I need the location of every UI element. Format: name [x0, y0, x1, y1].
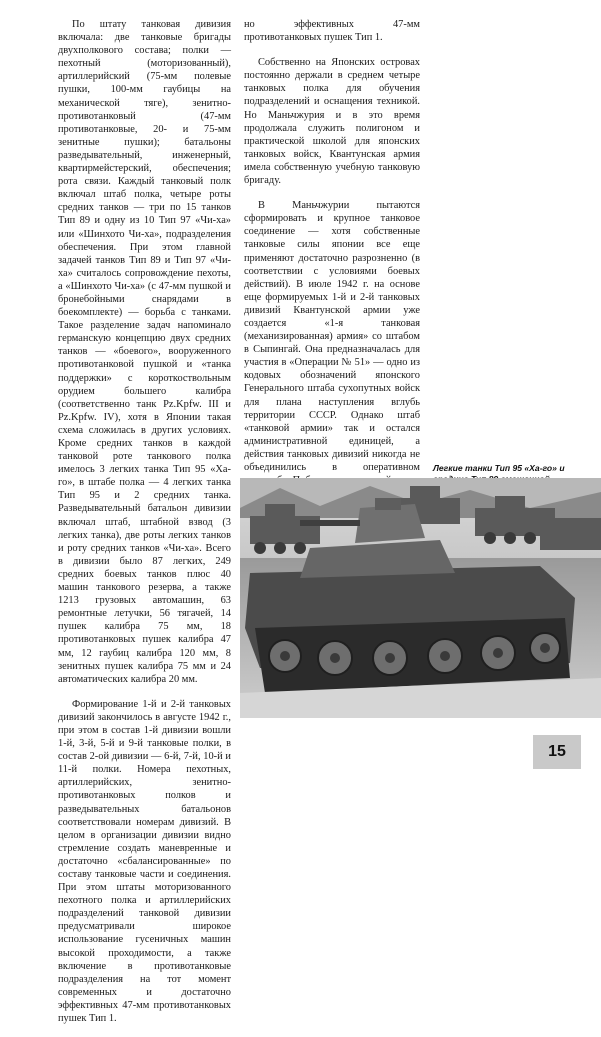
paragraph: Собственно на Японских островах постоянно держали в среднем четыре танковых полка для обучения подразделений и оснащения техникой. Но Маньчжурия и в это время продолжала служить полигоном и практической школой для японских танковых войск, Квантунская армия имела собственную учебную танковую бригаду. — [244, 57, 420, 187]
tank-photo — [240, 478, 601, 718]
page-number: 15 — [533, 735, 581, 769]
paragraph: но эффективных 47-мм противотанковых пушек Тип 1. — [244, 19, 420, 44]
photo-caption: Легкие танки Тип 95 «Ха-го» и — [433, 463, 565, 473]
paragraph: По штату танковая дивизия включала: две танковые бригады двухполкового состава; полки — пехотный (моторизованный), артиллерийский (75-мм полевые пушки, 100-мм гаубицы на механической тяге), зенитно-противотанковый (47-мм противотанковые, 20- и 75-мм зенитные пушки); батальоны разведывательный, инженерный, квартирмейстерский, обеспечения; рота связи. Каждый танковый полк включал штаб полка, четыре роты средних танков — три по 15 танков Тип 89 и одну из 10 Тип 97 «Чи-ха» или «Шинхото Чи-ха», подразделения обеспечения. При этом главной задачей танков Тип 89 и Тип 97 «Чи-ха» считалось сопровождение пехоты, а «Шинхото Чи-ха» (с 47-мм пушкой и бронебойными снарядами в боекомплекте) — борьба с танками. Такое разделение задач напоминало германскую концепцию двух средних танков — «боевого», вооруженного противотанковой пушкой и «танка поддержки» с короткоствольным орудием большего калибра (соответственно танк Pz.Kpfw. III и Pz.Kpfw. IV), хотя в Японии такая схема сложилась в других условиях. Кроме средних танков в каждой танковой роте танкового полка имелось 3 легких танка Тип 95 «Ха-го», в штабе полка — 4 легких танка Тип 95 и 2 средних танка. Разведывательный батальон дивизии включал штаб, штабной взвод (3 легких танка), две роты легких танков и роту средних танков «Чи-ха». Всего в дивизии было 87 легких, 249 средних боевых танков плюс 40 машин танкового резерва, а также 1213 грузовых автомашин, 63 ремонтные летучки, 56 тягачей, 14 пушек калибра 75 мм, 18 противотанковых пушек калибра 47 мм, 12 гаубиц калибра 120 мм, 8 зенитных пушек калибра 75 мм и 24 автоматических калибра 20 мм. — [58, 19, 231, 685]
paragraph: В Маньчжурии пытаются сформировать и крупное танковое соединение — хотя собственные танковые силы японии все еще применяют достаточно разрозненно (в соответствии с условиями боевых действий). В июле 1942 г. на основе еще формируемых 1-й и 2-й танковых дивизий Квантунской армии уже создается «1-я танковая (механизированная) армия» со штабом в Сыпингай. Она предназначалась для участия в «Операции № 51» — одно из кодовых обозначений японского Генерального штаба сухопутных войск для плана наступления вглубь территории СССР. Однако штаб «танковой армии» так и остался административной единицей, а действия танковых дивизий никогда не объединились в оперативном — [244, 200, 420, 473]
tank-photo-drawing — [240, 478, 601, 718]
paragraph: Формирование 1-й и 2-й танковых дивизий закончилось в августе 1942 г., при этом в состав 1-й дивизии вошли 1-й, 3-й, 5-й и 9-й танковые полки, в состав 2-ой дивизии — 6-й, 7-й, 10-й и 11-й полки. Номера пехотных, артиллерийских, зенитно-противотанковых полков и разведывательных батальонов соответствовали номерам дивизий. В целом в организации дивизии видно стремление создать маневренные и достаточно «сбалансированные» по составу танковые части и соединения. При этом штаты моторизованного пехотного полка и артиллерийских подразделений танковой дивизии предусматривали широкое использование гусеничных машин высокой проходимости, а также включение в противотанковые подразделения на тот момент современных и достаточно эффективных 47-мм противотанковых пушек Тип 1. — [58, 698, 231, 1025]
text-column-left — [58, 18, 231, 1037]
